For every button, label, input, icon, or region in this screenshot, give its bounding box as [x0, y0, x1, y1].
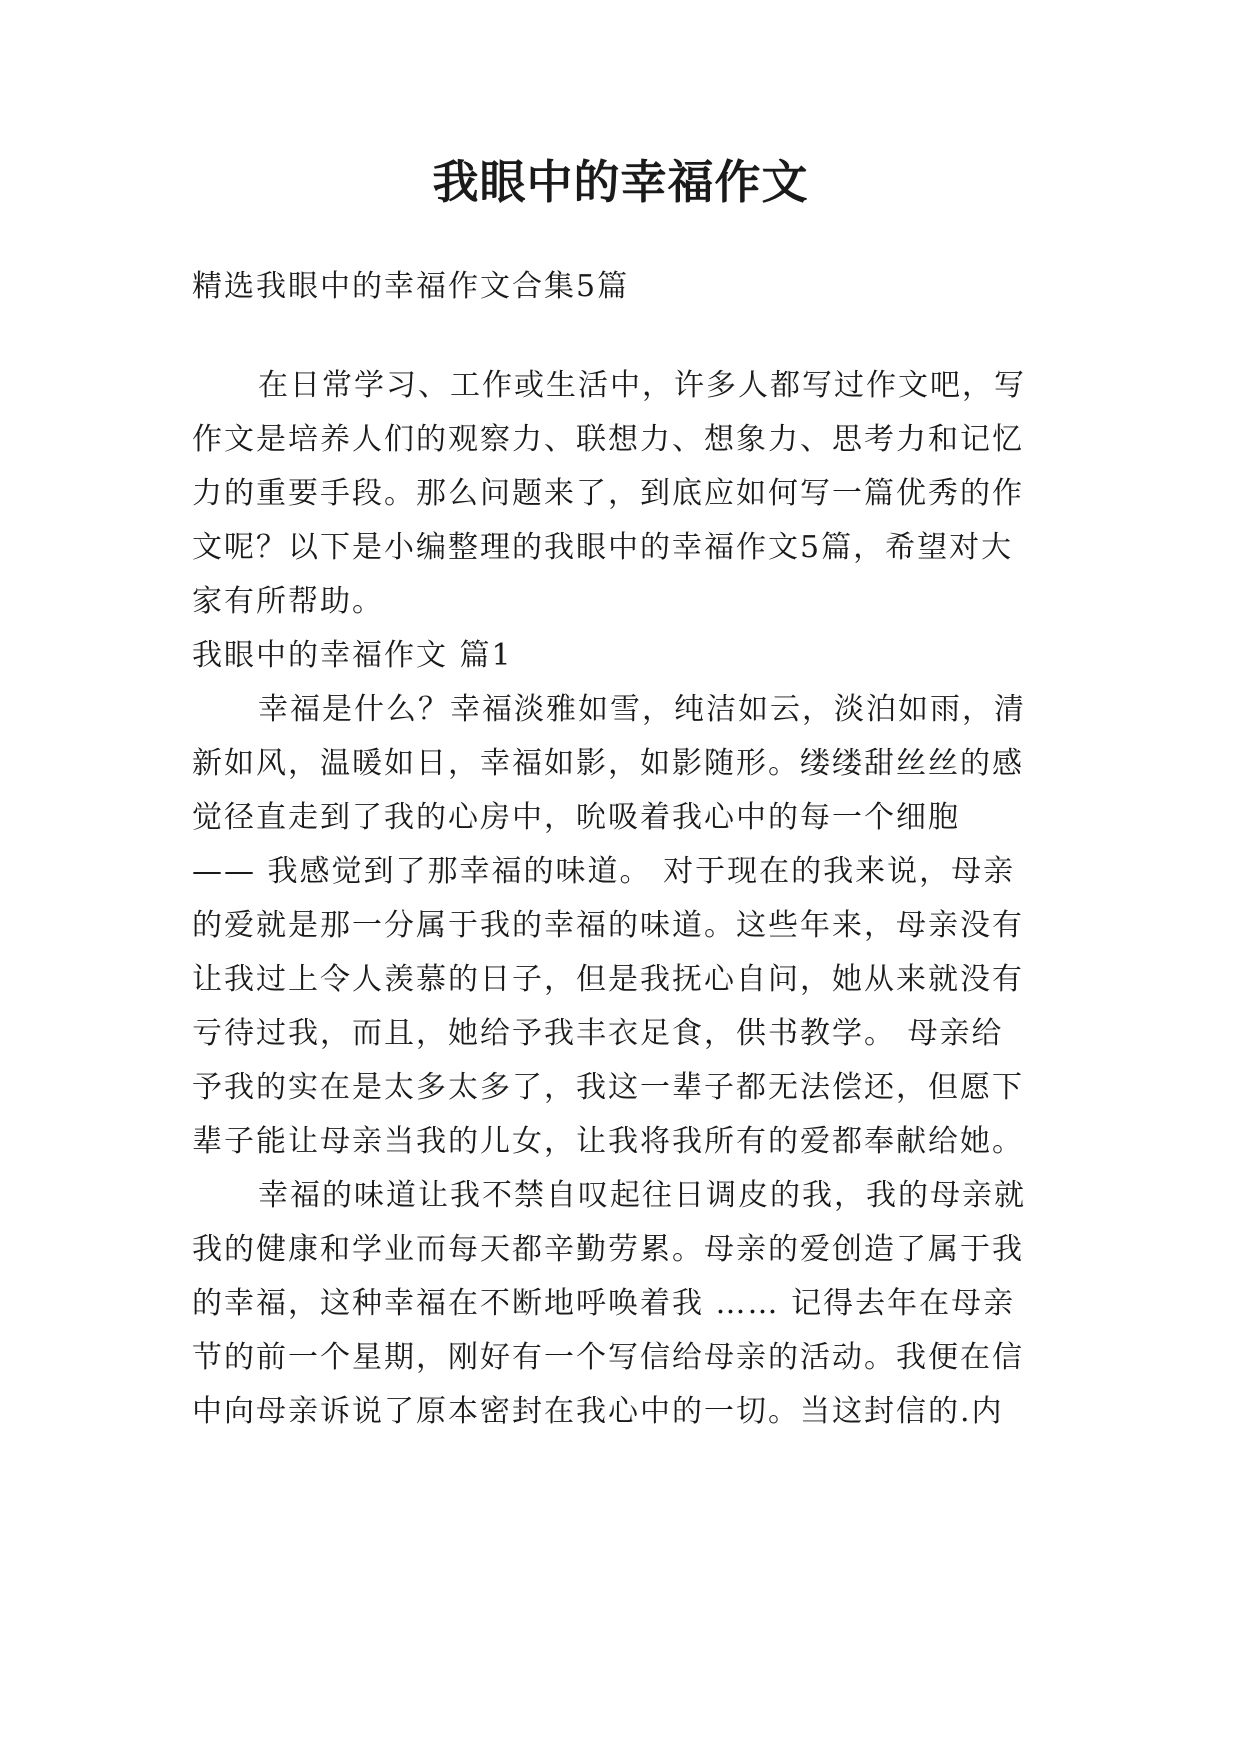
paragraph-line: 的爱就是那一分属于我的幸福的味道。这些年来，母亲没有 — [192, 908, 1024, 943]
paragraph-line: 亏待过我，而且，她给予我丰衣足食，供书教学。 母亲给 — [192, 1016, 1004, 1051]
document-subtitle: 精选我眼中的幸福作文合集5篇 — [192, 269, 630, 304]
paragraph-line: 节的前一个星期，刚好有一个写信给母亲的活动。我便在信 — [192, 1340, 1024, 1375]
paragraph-line: —— 我感觉到了那幸福的味道。 对于现在的我来说，母亲 — [192, 854, 1016, 889]
paragraph-line: 辈子能让母亲当我的儿女，让我将我所有的爱都奉献给她。 — [192, 1124, 1024, 1159]
paragraph-line: 新如风，温暖如日，幸福如影，如影随形。缕缕甜丝丝的感 — [192, 746, 1024, 781]
section-heading: 我眼中的幸福作文 篇1 — [192, 638, 513, 673]
paragraph-line: 予我的实在是太多太多了，我这一辈子都无法偿还，但愿下 — [192, 1070, 1024, 1105]
paragraph-line: 的幸福，这种幸福在不断地呼唤着我 …… 记得去年在母亲 — [192, 1286, 1016, 1321]
paragraph-line: 觉径直走到了我的心房中，吮吸着我心中的每一个细胞 — [192, 800, 960, 835]
paragraph-line: 我的健康和学业而每天都辛勤劳累。母亲的爱创造了属于我 — [192, 1232, 1024, 1267]
paragraph-line: 幸福的味道让我不禁自叹起往日调皮的我，我的母亲就 — [258, 1178, 1026, 1213]
intro-line: 作文是培养人们的观察力、联想力、想象力、思考力和记忆 — [192, 422, 1024, 457]
document-title: 我眼中的幸福作文 — [432, 155, 809, 209]
paragraph-line: 让我过上令人羡慕的日子，但是我抚心自问，她从来就没有 — [192, 962, 1024, 997]
intro-line: 家有所帮助。 — [192, 584, 384, 619]
intro-line: 文呢？以下是小编整理的我眼中的幸福作文5篇，希望对大 — [192, 530, 1014, 565]
paragraph-line: 幸福是什么？幸福淡雅如雪，纯洁如云，淡泊如雨，清 — [258, 692, 1026, 727]
intro-line: 在日常学习、工作或生活中，许多人都写过作文吧，写 — [258, 368, 1026, 403]
intro-line: 力的重要手段。那么问题来了，到底应如何写一篇优秀的作 — [192, 476, 1024, 511]
paragraph-line: 中向母亲诉说了原本密封在我心中的一切。当这封信的.内 — [192, 1394, 1004, 1429]
